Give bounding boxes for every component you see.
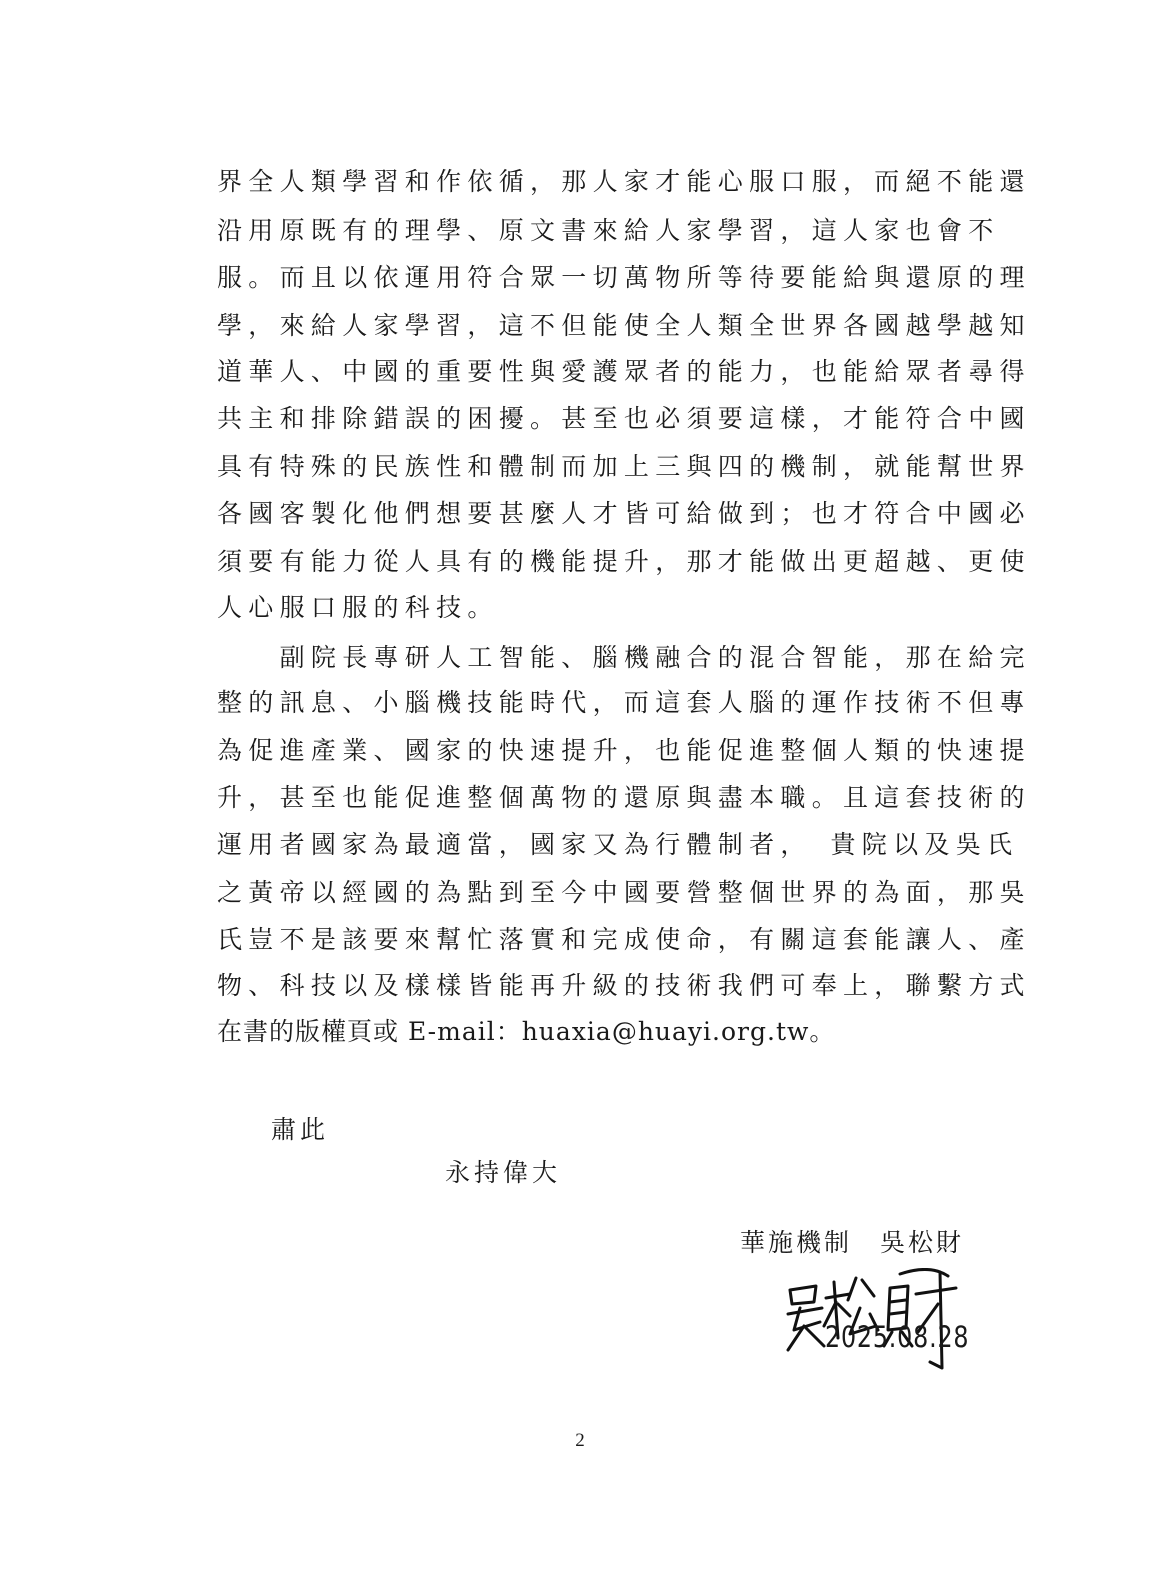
text-line: 沿用原既有的理學、原文書來給人家學習，這人家也會不	[217, 216, 1000, 245]
signature-date: 2025.08.28	[825, 1320, 970, 1354]
signatory-name: 華施機制 吳松財	[740, 1228, 965, 1257]
text-line: 升，甚至也能促進整個萬物的還原與盡本職。且這套技術的	[217, 783, 1031, 812]
text-line: 須要有能力從人具有的機能提升，那才能做出更超越、更使	[217, 547, 1031, 576]
text-line: 各國客製化他們想要甚麼人才皆可給做到；也才符合中國必	[217, 499, 1031, 528]
closing-salutation: 肅此	[271, 1115, 330, 1144]
text-line: 具有特殊的民族性和體制而加上三與四的機制，就能幫世界	[217, 452, 1031, 481]
text-line-contact: 在書的版權頁或 E-mail：huaxia@huayi.org.tw。	[217, 1017, 836, 1046]
text-line: 人心服口服的科技。	[217, 593, 499, 622]
text-line: 運用者國家為最適當，國家又為行體制者， 貴院以及吳氏	[217, 830, 1019, 859]
text-line: 之黃帝以經國的為點到至今中國要營整個世界的為面，那吳	[217, 878, 1031, 907]
text-line: 為促進產業、國家的快速提升，也能促進整個人類的快速提	[217, 736, 1031, 765]
text-line: 氏豈不是該要來幫忙落實和完成使命，有關這套能讓人、產	[217, 925, 1031, 954]
page-number: 2	[575, 1430, 585, 1451]
text-line: 道華人、中國的重要性與愛護眾者的能力，也能給眾者尋得	[217, 357, 1031, 386]
text-line: 學，來給人家學習，這不但能使全人類全世界各國越學越知	[217, 311, 1031, 340]
closing-wish: 永持偉大	[445, 1158, 562, 1187]
text-line: 整的訊息、小腦機技能時代，而這套人腦的運作技術不但專	[217, 688, 1031, 717]
text-line: 共主和排除錯誤的困擾。甚至也必須要這樣，才能符合中國	[217, 404, 1031, 433]
text-line: 服。而且以依運用符合眾一切萬物所等待要能給與還原的理	[217, 263, 1031, 292]
text-line: 界全人類學習和作依循，那人家才能心服口服，而絕不能還	[217, 167, 1031, 196]
text-line: 副院長專研人工智能、腦機融合的混合智能，那在給完	[217, 643, 1031, 672]
text-line: 物、科技以及樣樣皆能再升級的技術我們可奉上，聯繫方式	[217, 971, 1031, 1000]
